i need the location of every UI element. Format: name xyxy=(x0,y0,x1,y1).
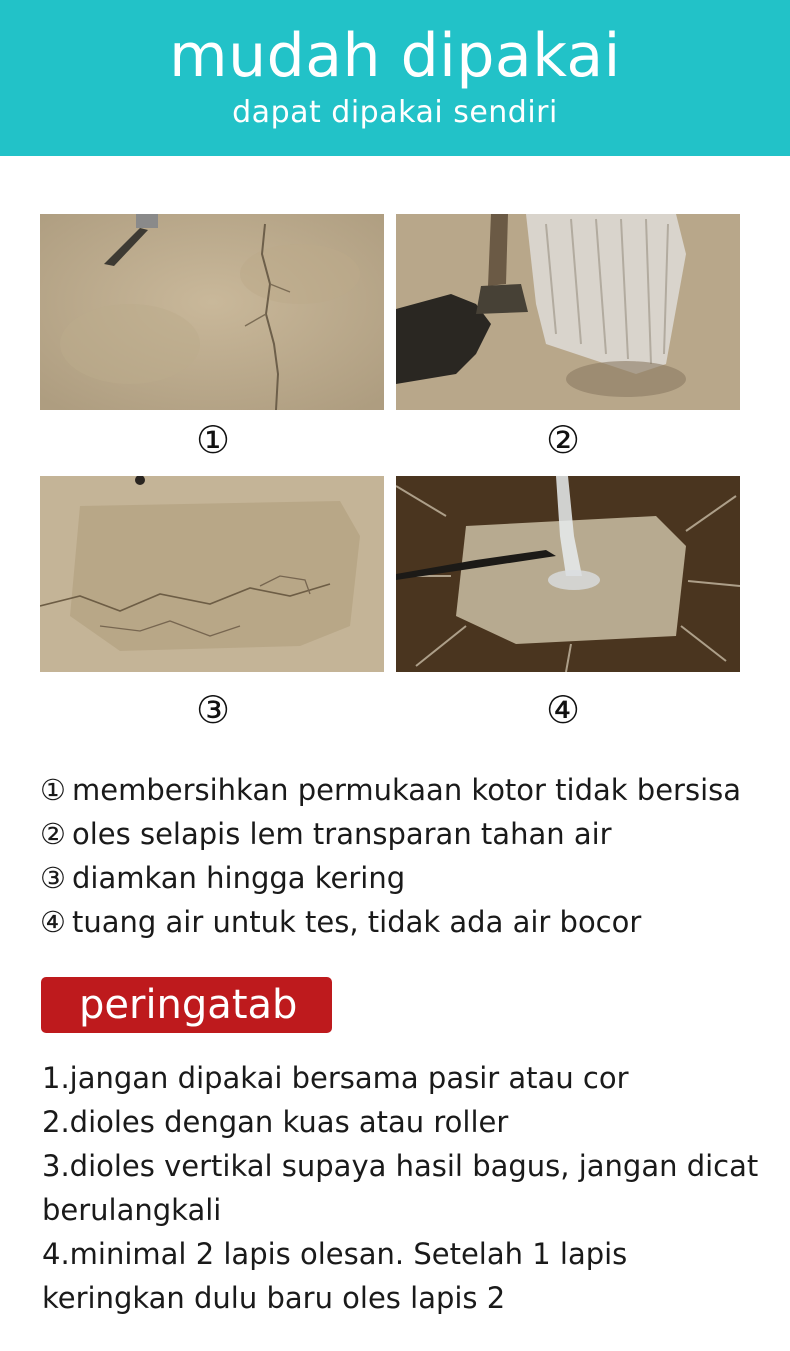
step-item-2 xyxy=(40,812,780,856)
photo-step-1-cracked-concrete xyxy=(40,214,384,410)
step-number-4: ④ xyxy=(545,688,581,732)
step-number-3: ③ xyxy=(195,688,231,732)
step-text-2: oles selapis lem transparan tahan air xyxy=(72,817,612,851)
steps-list xyxy=(40,768,780,944)
page-title: mudah dipakai xyxy=(169,21,621,91)
warning-note-2: 2.dioles dengan kuas atau roller xyxy=(42,1105,509,1139)
step-item-3 xyxy=(40,856,780,900)
warning-notes-list xyxy=(42,1056,770,1320)
step-text-3: diamkan hingga kering xyxy=(72,861,406,895)
step-number-2: ② xyxy=(545,418,581,462)
warning-note-4: 4.minimal 2 lapis olesan. Setelah 1 lapis keringkan dulu baru oles lapis 2 xyxy=(42,1237,628,1315)
step-text-4: tuang air untuk tes, tidak ada air bocor xyxy=(72,905,642,939)
step-item-4 xyxy=(40,900,780,944)
step-item-1 xyxy=(40,768,780,812)
step-marker-3: ③ xyxy=(40,861,66,895)
photo-step-4-water-test xyxy=(396,476,740,672)
step-marker-4: ④ xyxy=(40,905,66,939)
warning-note-1: 1.jangan dipakai bersama pasir atau cor xyxy=(42,1061,629,1095)
photo-step-3-dried-coating xyxy=(40,476,384,672)
step-marker-2: ② xyxy=(40,817,66,851)
page-subtitle: dapat dipakai sendiri xyxy=(232,95,558,130)
step-number-1: ① xyxy=(195,418,231,462)
warning-note-3: 3.dioles vertikal supaya hasil bagus, jangan dicat berulangkali xyxy=(42,1149,759,1227)
header-banner xyxy=(0,0,790,156)
warning-label: peringatab xyxy=(79,982,298,1028)
photo-step-2-applying-coat xyxy=(396,214,740,410)
warning-badge xyxy=(41,977,332,1033)
step-text-1: membersihkan permukaan kotor tidak bersisa xyxy=(72,773,742,807)
step-marker-1: ① xyxy=(40,773,66,807)
